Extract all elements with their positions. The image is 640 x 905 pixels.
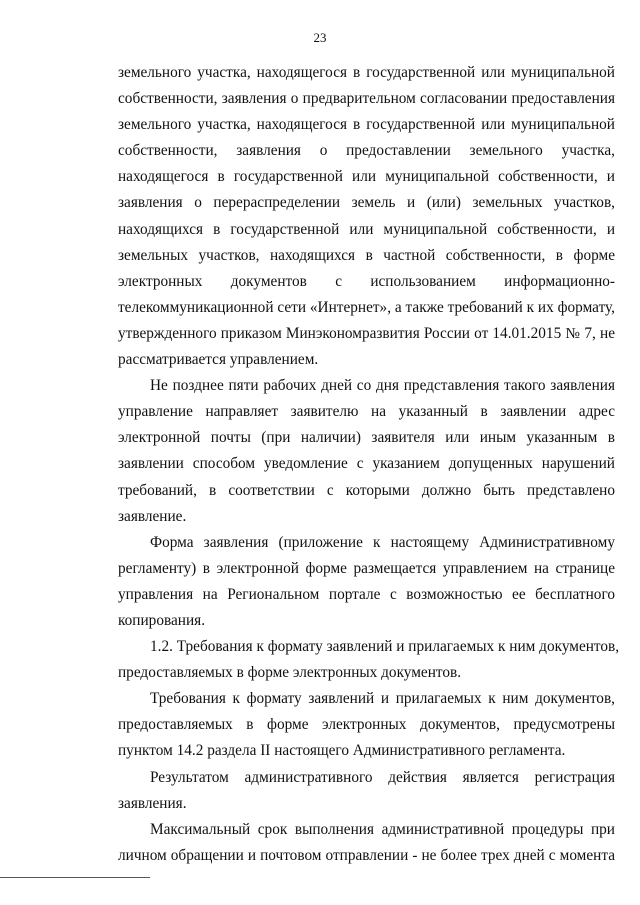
text-line: заявления о перераспределении земель и (или) земельных участков, — [118, 194, 615, 212]
text-line: предоставляемых в форме электронных документов. — [118, 664, 462, 682]
paragraph-first-line: Не позднее пяти рабочих дней со дня представления такого заявления — [150, 377, 615, 395]
document-body — [118, 60, 620, 869]
paragraph-first-line: Форма заявления (приложение к настоящему Административному — [150, 533, 615, 551]
text-line: регламенту) в электронной форме размещается управлением на странице — [118, 559, 615, 577]
text-line: земельных участков, находящихся в частной собственности, в форме — [118, 246, 615, 264]
text-line: находящихся в государственной или муниципальной собственности, и — [118, 220, 615, 238]
text-line: земельного участка, находящегося в государственной или муниципальной — [118, 116, 615, 134]
text-line: собственности, заявления о предварительном согласовании предоставления — [118, 90, 615, 108]
text-line: утвержденного приказом Минэкономразвития России от 14.01.2015 № 7, не — [118, 324, 615, 342]
text-line: электронной почты (при наличии) заявителя или иным указанным в — [118, 429, 615, 447]
text-line: личном обращении и почтовом отправлении - не более трех дней с момента — [118, 846, 615, 864]
text-line: телекоммуникационной сети «Интернет», а также требований к их формату, — [118, 298, 615, 316]
text-line: электронных документов с использованием информационно- — [118, 272, 615, 290]
text-line: заявление. — [118, 507, 187, 525]
text-line: пунктом 14.2 раздела II настоящего Административного регламента. — [118, 742, 566, 760]
text-line: рассматривается управлением. — [118, 351, 319, 369]
page-number: 23 — [313, 30, 327, 45]
paragraph-first-line: Максимальный срок выполнения административной процедуры при — [150, 820, 615, 838]
paragraph-first-line: 1.2. Требования к формату заявлений и прилагаемых к ним документов, — [150, 638, 620, 656]
text-line: земельного участка, находящегося в государственной или муниципальной — [118, 64, 615, 81]
text-line: управления на Региональном портале с возможностью ее бесплатного — [118, 585, 615, 603]
text-line: требований, в соответствии с которыми должно быть представлено — [118, 481, 615, 499]
paragraph-first-line: Требования к формату заявлений и прилагаемых к ним документов, — [150, 690, 615, 708]
text-line: заявлении способом уведомление с указанием допущенных нарушений — [118, 455, 615, 473]
text-line: управление направляет заявителю на указанный в заявлении адрес — [118, 403, 615, 421]
text-line: предоставляемых в форме электронных документов, предусмотрены — [118, 716, 615, 734]
paragraph-first-line: Результатом административного действия является регистрация — [150, 768, 615, 786]
text-line: копирования. — [118, 611, 206, 629]
footer-rule — [0, 877, 150, 878]
text-line: находящегося в государственной или муниципальной собственности, и — [118, 168, 615, 186]
text-line: заявления. — [118, 794, 187, 812]
text-line: собственности, заявления о предоставлении земельного участка, — [118, 142, 615, 160]
